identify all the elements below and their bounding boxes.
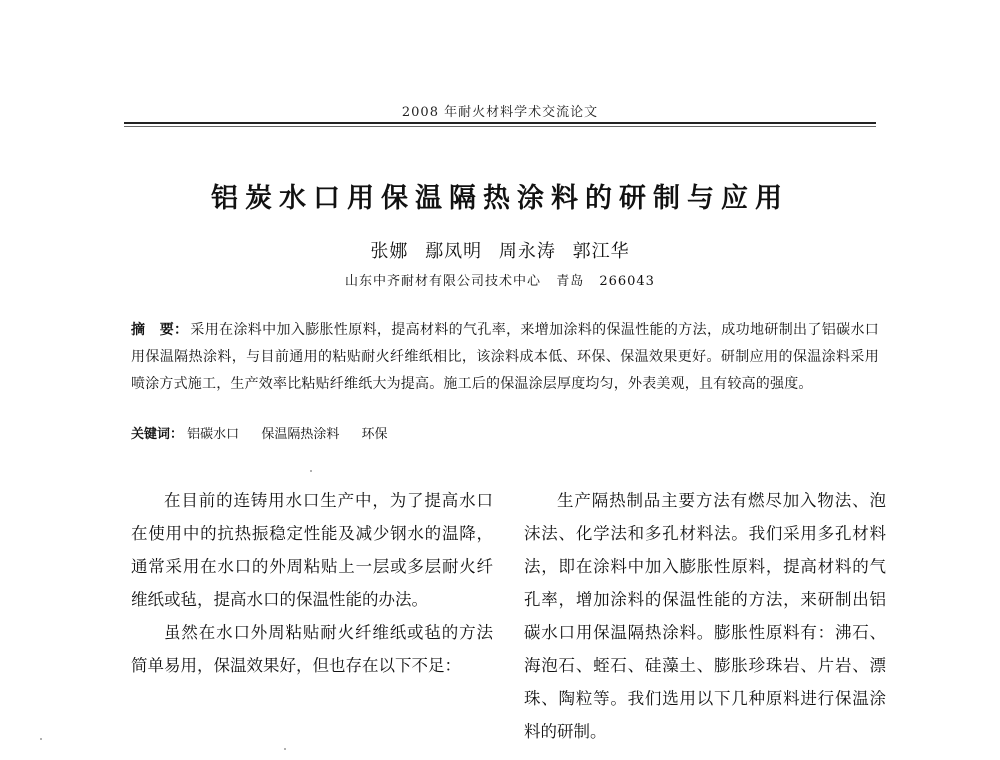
scan-speck [284,748,286,750]
keyword: 铝碳水口 [187,427,240,442]
article-title: 铝炭水口用保温隔热涂料的研制与应用 [211,183,789,214]
keyword: 保温隔热涂料 [261,427,340,442]
abstract [131,317,879,398]
keywords [131,424,879,446]
affiliation-name: 山东中齐耐材有限公司技术中心 [345,274,542,289]
affiliation [0,270,1000,289]
header-rule-thick [124,122,876,124]
keyword: 环保 [361,427,388,442]
abstract-text: 采用在涂料中加入膨胀性原料，提高材料的气孔率，来增加涂料的保温性能的方法，成功地研制出了铝碳水口用保温隔热涂料，与目前通用的粘贴耐火纤维纸相比，该涂料成本低、环保、保温效果更好。研制应用的保温涂料采用喷涂方式施工，生产效率比粘贴纤维纸大为提高。施工后的保温涂层厚度均匀，外表美观，且有较高的强度。 [131,322,879,392]
body-paragraph: 生产隔热制品主要方法有燃尽加入物法、泡沫法、化学法和多孔材料法。我们采用多孔材料法，即在涂料中加入膨胀性原料，提高材料的气孔率，增加涂料的保温性能的方法，来研制出铝碳水口用保温隔热涂料。膨胀性原料有：沸石、海泡石、蛭石、硅藻土、膨胀珍珠岩、片岩、漂珠、陶粒等。我们选用以下几种原料进行保温涂料的研制。 [524,491,886,741]
scan-speck [310,470,312,472]
abstract-label: 摘 要： [131,322,189,338]
body-paragraph: 虽然在水口外周粘贴耐火纤维纸或毡的方法简单易用，保温效果好，但也存在以下不足： [131,623,493,675]
author-name: 鄢凤明 [425,241,483,262]
body-paragraph: 在目前的连铸用水口生产中，为了提高水口在使用中的抗热振稳定性能及减少钢水的温降，通常采用在水口的外周粘贴上一层或多层耐火纤维纸或毡，提高水口的保温性能的办法。 [131,491,493,609]
running-header: 2008 年耐火材料学术交流论文 [401,105,599,120]
header-rule-thin [124,126,876,127]
author-name: 张娜 [370,241,409,262]
author-name: 周永涛 [498,241,556,262]
affiliation-location: 青岛 266043 [556,274,655,289]
scan-speck [40,738,42,740]
body-column-right [524,484,886,748]
keywords-label: 关键词： [131,427,184,442]
body-column-left [131,484,493,682]
author-list [0,237,1000,263]
author-name: 郭江华 [572,241,630,262]
